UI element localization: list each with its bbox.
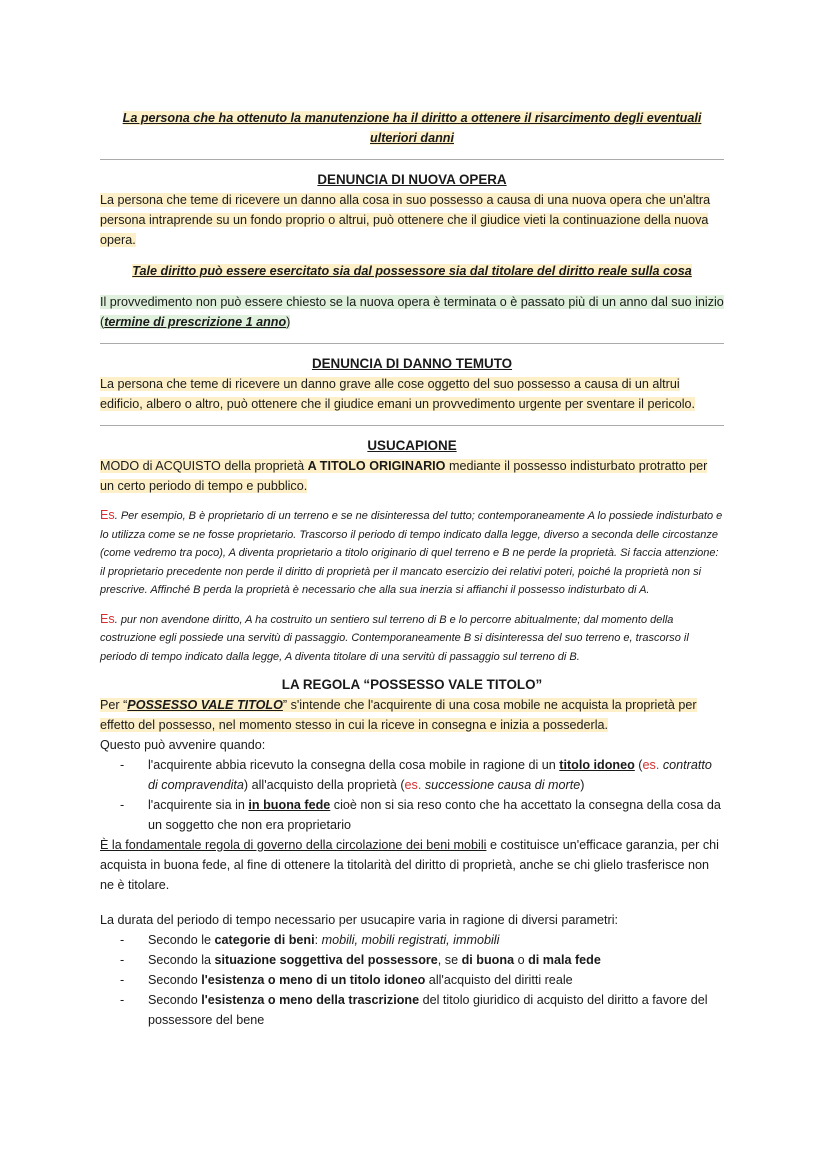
item-bold: situazione soggettiva del possessore (214, 953, 438, 967)
section-title-nuova-opera: DENUNCIA DI NUOVA OPERA (317, 172, 507, 187)
nuova-opera-note-text: Tale diritto può essere esercitato sia dal possessore sia dal titolare del diritto reale sulla cosa (132, 264, 692, 278)
regola-fondamentale (100, 835, 724, 895)
nuova-opera-term (100, 292, 724, 332)
section-title-danno-temuto: DENUNCIA DI DANNO TEMUTO (311, 356, 513, 371)
titolo-idoneo: titolo idoneo (559, 758, 635, 772)
item-text: Secondo (148, 973, 202, 987)
example-label: Es (100, 508, 115, 522)
list-item (120, 755, 724, 795)
es-label: es. (404, 778, 422, 792)
intro-note (100, 108, 724, 148)
item-text: ) all'acquisto della proprietà ( (243, 778, 405, 792)
list-item (120, 930, 724, 950)
term-prescrizione: termine di prescrizione 1 anno (104, 315, 287, 329)
example-label: Es (100, 611, 115, 626)
item-text: Secondo (148, 993, 202, 1007)
es-label: es. (642, 758, 660, 772)
document-page (100, 108, 724, 1030)
fondamentale-post: e costituisce un'efficace garanzia, per chi acquista in buona fede, al fine di ottenere la titolarità del diritto di proprietà, anche se chi glielo trasferisce non ne è titolare. (100, 838, 719, 892)
item-text-italic: contratto di compravendita (148, 758, 712, 792)
danno-temuto-text: La persona che teme di ricevere un danno grave alle cose oggetto del suo possesso a causa di un altrui edificio, albero o altro, può ottenere che il giudice emani un provvedimento urgente per sventare il pericolo. (100, 377, 696, 411)
item-bold: l'esistenza o meno della trascrizione (201, 993, 420, 1007)
example-1 (100, 506, 724, 600)
list-item (120, 795, 724, 835)
item-text: cioè non si sia reso conto che ha accettato la consegna della cosa da un soggetto che non era proprietario (148, 798, 721, 832)
durata-intro: La durata del periodo di tempo necessario per usucapire varia in ragione di diversi parametri: (100, 913, 619, 927)
item-bold: di buona (461, 953, 515, 967)
term-text-pre: Il provvedimento non può essere chiesto se la nuova opera è terminata o è passato più di un anno dal suo inizio ( (100, 295, 724, 329)
divider (100, 425, 724, 426)
item-text-italic: mobili, mobili registrati, immobili (321, 933, 500, 947)
buona-fede: in buona fede (248, 798, 331, 812)
section-title-usucapione: USUCAPIONE (367, 438, 457, 453)
item-text: ( (634, 758, 643, 772)
item-text: o (514, 953, 529, 967)
divider (100, 343, 724, 344)
regola-definition (100, 695, 724, 735)
usucapione-def-pre: MODO di ACQUISTO della proprietà (100, 459, 308, 473)
example-1-text: . Per esempio, B è proprietario di un terreno e se ne disinteressa del tutto; contemporaneamente A lo possiede indisturbato e lo utilizza come se ne fosse proprietario. Trascorso il periodo di tempo indicato dalla legge, diverso a seconda delle circostanze (come vedremo tra poco), A diventa proprietario a titolo originario di quel terreno e B ne perde la proprietà. Si faccia attenzione: il proprietario precedente non perde il diritto di proprietà per il mancato esercizio dei relativi poteri, poiché la proprietà non si prescrive. Affinché B perda la proprietà è necessario che alla sua inerzia si affianchi il possesso indisturbato di A. (100, 510, 723, 596)
regola-def-pre: Per “ (100, 698, 128, 712)
item-bold: l'esistenza o meno di un titolo idoneo (201, 973, 426, 987)
item-text-italic: successione causa di morte (421, 778, 581, 792)
regola-def-post: ” s'intende che l'acquirente di una cosa mobile ne acquista la proprietà per effetto del possesso, nel momento stesso in cui la riceve in consegna e inizia a possederla. (100, 698, 697, 732)
regola-def-term: POSSESSO VALE TITOLO (127, 698, 283, 712)
durata-list (100, 930, 724, 1030)
term-text-post: ) (286, 315, 291, 329)
list-item (120, 950, 724, 970)
item-text: l'acquirente abbia ricevuto la consegna della cosa mobile in ragione di un (148, 758, 560, 772)
divider (100, 159, 724, 160)
item-text: ) (580, 778, 585, 792)
item-text: del titolo giuridico di acquisto del diritto a favore del possessore del bene (148, 993, 708, 1027)
nuova-opera-body (100, 190, 724, 250)
example-2 (100, 610, 724, 667)
regola-quando: Questo può avvenire quando: (100, 738, 266, 752)
intro-text: La persona che ha ottenuto la manutenzione ha il diritto a ottenere il risarcimento degli eventuali ulteriori danni (122, 111, 702, 145)
usucapione-def-bold: A TITOLO ORIGINARIO (307, 459, 446, 473)
item-text: l'acquirente sia in (148, 798, 249, 812)
example-2-text: . pur non avendone diritto, A ha costruito un sentiero sul terreno di B e lo percorre abitualmente; dal momento della costruzione egli possiede una servitù di passaggio. Contemporaneamente B si disinteressa del suo terreno e, trascorso il periodo di tempo indicato dalla legge, A diventa titolare di una servitù di passaggio sul terreno di B. (100, 613, 689, 663)
danno-temuto-body (100, 374, 724, 414)
nuova-opera-note (100, 261, 724, 281)
item-text: : (314, 933, 322, 947)
usucapione-definition (100, 456, 724, 496)
item-text: Secondo le (148, 933, 215, 947)
regola-conditions-list (100, 755, 724, 835)
item-bold: di mala fede (528, 953, 601, 967)
nuova-opera-text: La persona che teme di ricevere un danno alla cosa in suo possesso a causa di una nuova opera che un'altra persona intraprende su un fondo proprio o altrui, può ottenere che il giudice vieti la continuazione della nuova opera. (100, 193, 711, 247)
item-text: Secondo la (148, 953, 215, 967)
usucapione-def-post: mediante il possesso indisturbato protratto per un certo periodo di tempo e pubblico. (100, 459, 708, 493)
item-text: all'acquisto del diritti reale (425, 973, 573, 987)
section-title-regola: LA REGOLA “POSSESSO VALE TITOLO” (281, 677, 543, 692)
list-item (120, 970, 724, 990)
list-item (120, 990, 724, 1030)
fondamentale-underlined: È la fondamentale regola di governo della circolazione dei beni mobili (100, 838, 487, 852)
item-bold: categorie di beni (214, 933, 315, 947)
item-text: , se (437, 953, 462, 967)
